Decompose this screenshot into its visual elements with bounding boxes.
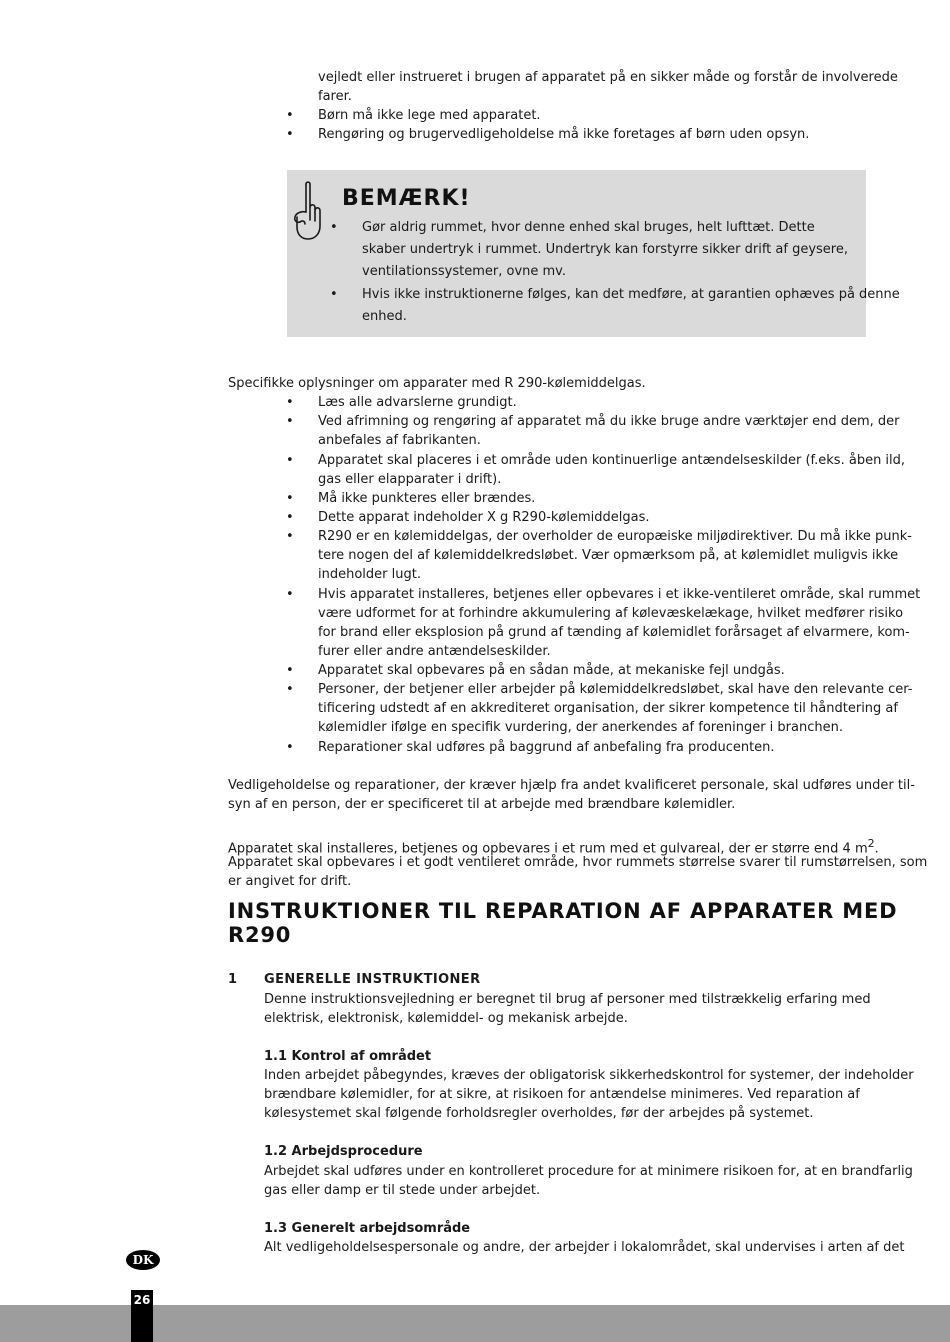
r290-bullet: • Personer, der betjener eller arbejder på kølemiddelkredsløbet, skal have den relevante cer- (318, 680, 912, 699)
r290-text-line: furer eller andre antændelseskilder. (318, 644, 551, 659)
note-text-line: enhed. (362, 309, 407, 324)
r290-text-line: være udformet for at forhindre akkumulering af kølevæskelækage, hvilket medfører risiko (318, 606, 904, 621)
subsection-heading-1-2: 1.2 Arbejdsprocedure (264, 1144, 423, 1159)
subsection-text-line: Inden arbejdet påbegyndes, kræves der obligatorisk sikkerhedskontrol for systemer, der indeholder (264, 1068, 914, 1083)
install-text-end: . (874, 841, 879, 857)
r290-text-line: for brand eller eksplosion på grund af tænding af kølemidlet forårsaget af elvarmere, kom- (318, 625, 910, 640)
note-text-line: ventilationssystemer, ovne mv. (362, 264, 566, 279)
r290-bullet: • Ved afrimning og rengøring af apparatet må du ikke bruge andre værktøjer end dem, der (318, 412, 900, 431)
r290-bullet: • Læs alle advarslerne grundigt. (318, 393, 517, 412)
subsection-text-line: gas eller damp er til stede under arbejdet. (264, 1183, 541, 1198)
general-text-line: elektrisk, elektronisk, kølemiddel- og mekanisk arbejde. (264, 1011, 628, 1026)
general-heading: GENERELLE INSTRUKTIONER (264, 972, 481, 987)
language-badge: DK (126, 1250, 160, 1270)
install-text: Apparatet skal installeres, betjenes og opbevares i et rum med et gulvareal, der er større end 4 m (228, 841, 868, 857)
note-title: BEMÆRK! (342, 186, 471, 211)
general-text-line: Denne instruktionsvejledning er beregnet til brug af personer med tilstrækkelig erfaring med (264, 992, 871, 1007)
section-title: INSTRUKTIONER TIL REPARATION AF APPARATER MED (228, 899, 898, 923)
intro-text-line: vejledt eller instrueret i brugen af apparatet på en sikker måde og forstår de involverede (318, 70, 898, 85)
r290-text-line: tere nogen del af kølemiddelkredsløbet. Vær opmærksom på, at kølemidlet muligvis ikke (318, 548, 899, 563)
subsection-heading-1-1: 1.1 Kontrol af området (264, 1049, 432, 1064)
page-number: 26 (131, 1290, 153, 1342)
subsection-text-line: kølesystemet skal følgende forholdsregler overholdes, før der arbejdes på systemet. (264, 1106, 814, 1121)
r290-bullet: • Må ikke punkteres eller brændes. (318, 489, 535, 508)
subsection-text-line: Arbejdet skal udføres under en kontrolleret procedure for at minimere risikoen for, at en brandfarlig (264, 1164, 913, 1179)
r290-text-line: indeholder lugt. (318, 567, 421, 582)
subsection-text-line: Alt vedligeholdelsespersonale og andre, der arbejder i lokalområdet, skal undervises i arten af det (264, 1240, 905, 1255)
note-bullet: • Gør aldrig rummet, hvor denne enhed skal bruges, helt lufttæt. Dette (362, 217, 815, 239)
r290-text-line: anbefales af fabrikanten. (318, 433, 481, 448)
r290-text-line: tificering udstedt af en akkrediteret organisation, der sikrer kompetence til håndtering af (318, 701, 898, 716)
r290-bullet: • R290 er en kølemiddelgas, der overholder de europæiske miljødirektiver. Du må ikke punk- (318, 527, 912, 546)
intro-bullet: • Rengøring og brugervedligeholdelse må ikke foretages af børn uden opsyn. (318, 125, 809, 144)
general-number: 1 (228, 972, 238, 987)
note-bullet: • Hvis ikke instruktionerne følges, kan det medføre, at garantien ophæves på denne (362, 284, 900, 306)
note-text-line: skaber undertryk i rummet. Undertryk kan forstyrre sikker drift af geysere, (362, 242, 848, 257)
intro-bullet: • Børn må ikke lege med apparatet. (318, 106, 541, 125)
r290-bullet: • Hvis apparatet installeres, betjenes eller opbevares i et ikke-ventileret område, skal rummet (318, 585, 920, 604)
r290-bullet: • Dette apparat indeholder X g R290-kølemiddelgas. (318, 508, 650, 527)
r290-intro: Specifikke oplysninger om apparater med R 290-kølemiddelgas. (228, 376, 646, 391)
maintenance-text-line: syn af en person, der er specificeret til at arbejde med brændbare kølemidler. (228, 797, 736, 812)
install-text-line: er angivet for drift. (228, 874, 352, 889)
r290-text-line: gas eller elapparater i drift). (318, 472, 502, 487)
pointing-hand-icon (292, 180, 324, 242)
r290-text-line: kølemidler ifølge en specifik vurdering, der anerkendes af foreninger i branchen. (318, 720, 843, 735)
r290-bullet: • Apparatet skal opbevares på en sådan måde, at mekaniske fejl undgås. (318, 661, 785, 680)
intro-text-line: farer. (318, 89, 352, 104)
install-text-line: Apparatet skal opbevares i et godt ventileret område, hvor rummets størrelse svarer til rumstørrelsen, som (228, 855, 928, 870)
subsection-heading-1-3: 1.3 Generelt arbejdsområde (264, 1221, 471, 1236)
superscript-2: 2 (867, 837, 875, 850)
subsection-text-line: brændbare kølemidler, for at sikre, at risikoen for antændelse minimeres. Ved reparation af (264, 1087, 860, 1102)
r290-bullet: • Apparatet skal placeres i et område uden kontinuerlige antændelseskilder (f.eks. åben ild, (318, 451, 905, 470)
maintenance-text-line: Vedligeholdelse og reparationer, der kræver hjælp fra andet kvalificeret personale, skal udføres under til- (228, 778, 915, 793)
r290-bullet: • Reparationer skal udføres på baggrund af anbefaling fra producenten. (318, 738, 775, 757)
section-title-continued: R290 (228, 923, 292, 947)
